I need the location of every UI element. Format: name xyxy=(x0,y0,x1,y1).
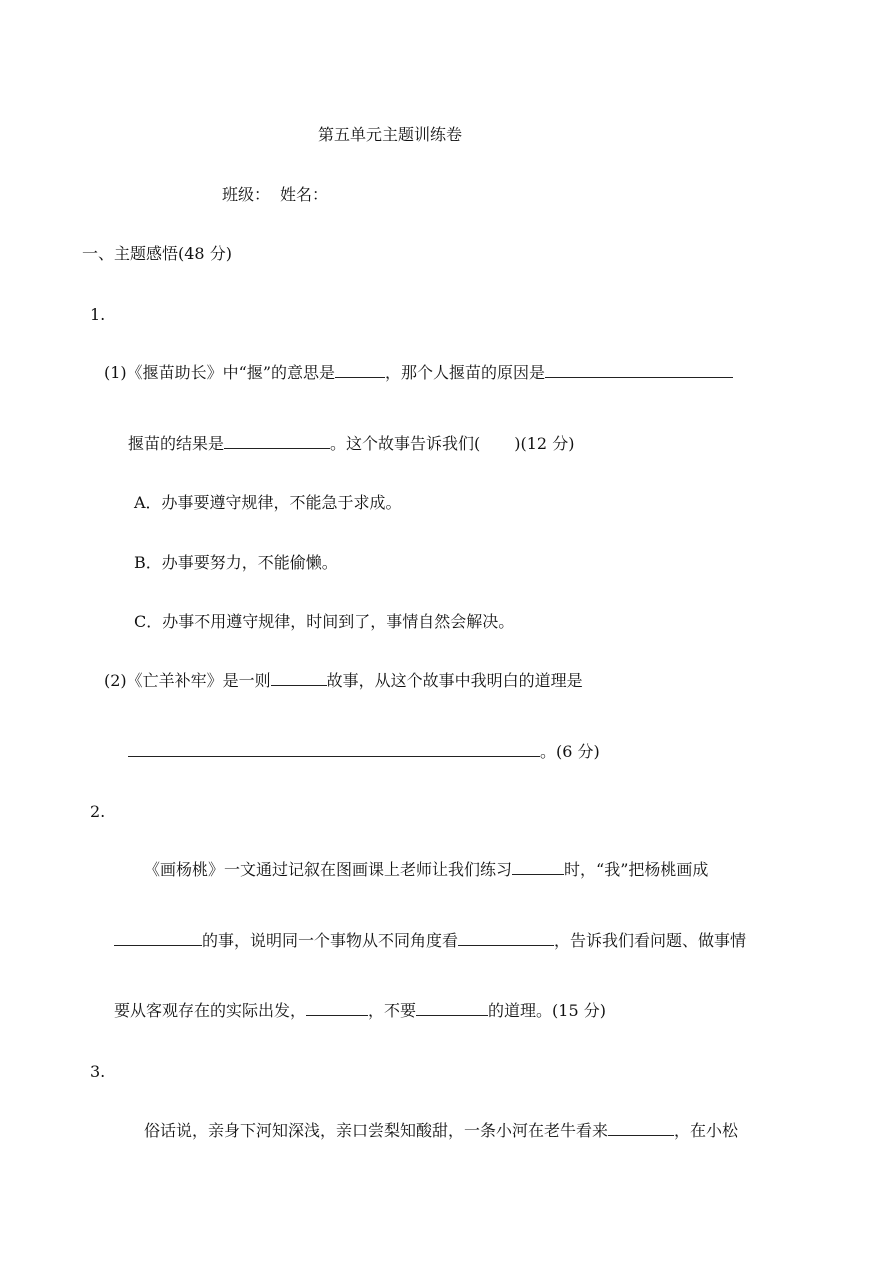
answer-blank[interactable] xyxy=(458,931,554,946)
q2-line1 xyxy=(144,859,708,881)
q1-part2-text-a: (2)《亡羊补牢》是一则 xyxy=(104,671,271,690)
answer-blank[interactable] xyxy=(608,1121,674,1136)
q1-part1-text-d: 。这个故事告诉我们( xyxy=(330,434,481,453)
q1-part1-text-a: (1)《揠苗助长》中“揠”的意思是 xyxy=(104,363,336,382)
q2-text-d: ，告诉我们看问题、做事情 xyxy=(554,931,747,950)
q1-part2-text-b: 故事，从这个故事中我明白的道理是 xyxy=(326,671,583,690)
q3-text-b: ，在小松 xyxy=(674,1121,739,1140)
student-info xyxy=(222,184,328,206)
q1-part1-text-c: 揠苗的结果是 xyxy=(128,434,225,453)
q2-text-b: 时，“我”把杨桃画成 xyxy=(564,860,709,879)
q2-text-f: ，不要 xyxy=(368,1001,417,1020)
q1-part1-text-b: ，那个人揠苗的原因是 xyxy=(385,363,546,382)
q1-part2-line1 xyxy=(104,670,583,692)
q2-text-e: 要从客观存在的实际出发， xyxy=(114,1001,307,1020)
question-1-number: 1. xyxy=(90,305,106,324)
answer-blank[interactable] xyxy=(545,363,733,378)
answer-blank[interactable] xyxy=(416,1001,488,1016)
section-heading: 一、主题感悟(48 分) xyxy=(82,244,232,263)
answer-blank[interactable] xyxy=(271,671,327,686)
option-a[interactable]: A．办事要遵守规律，不能急于求成。 xyxy=(134,493,402,512)
question-2-number: 2. xyxy=(90,802,106,821)
q1-part1-line1 xyxy=(104,362,733,384)
q1-part1-text-e: )(12 分) xyxy=(514,434,575,453)
option-c[interactable]: C．办事不用遵守规律，时间到了，事情自然会解决。 xyxy=(134,612,515,631)
q2-line3 xyxy=(114,1000,606,1022)
name-label: 姓名： xyxy=(280,185,329,204)
q2-text-c: 的事，说明同一个事物从不同角度看 xyxy=(202,931,459,950)
q1-part2-line2 xyxy=(128,741,600,763)
class-label: 班级： xyxy=(222,185,271,204)
option-b[interactable]: B．办事要努力，不能偷懒。 xyxy=(134,553,338,572)
answer-blank[interactable] xyxy=(114,931,202,946)
answer-blank[interactable] xyxy=(335,363,385,378)
page-title: 第五单元主题训练卷 xyxy=(318,125,463,144)
answer-blank[interactable] xyxy=(128,742,540,757)
answer-blank[interactable] xyxy=(512,860,564,875)
q2-line2 xyxy=(114,930,746,952)
q3-text-a: 俗话说，亲身下河知深浅，亲口尝梨知酸甜，一条小河在老牛看来 xyxy=(144,1121,609,1140)
q1-part2-text-c: 。(6 分) xyxy=(540,742,600,761)
question-3-number: 3. xyxy=(90,1062,106,1081)
q1-part1-line2 xyxy=(128,433,574,455)
q2-text-a: 《画杨桃》一文通过记叙在图画课上老师让我们练习 xyxy=(144,860,513,879)
answer-blank[interactable] xyxy=(224,434,330,449)
q3-line1 xyxy=(144,1120,738,1142)
q2-text-g: 的道理。(15 分) xyxy=(488,1001,606,1020)
answer-blank[interactable] xyxy=(306,1001,368,1016)
